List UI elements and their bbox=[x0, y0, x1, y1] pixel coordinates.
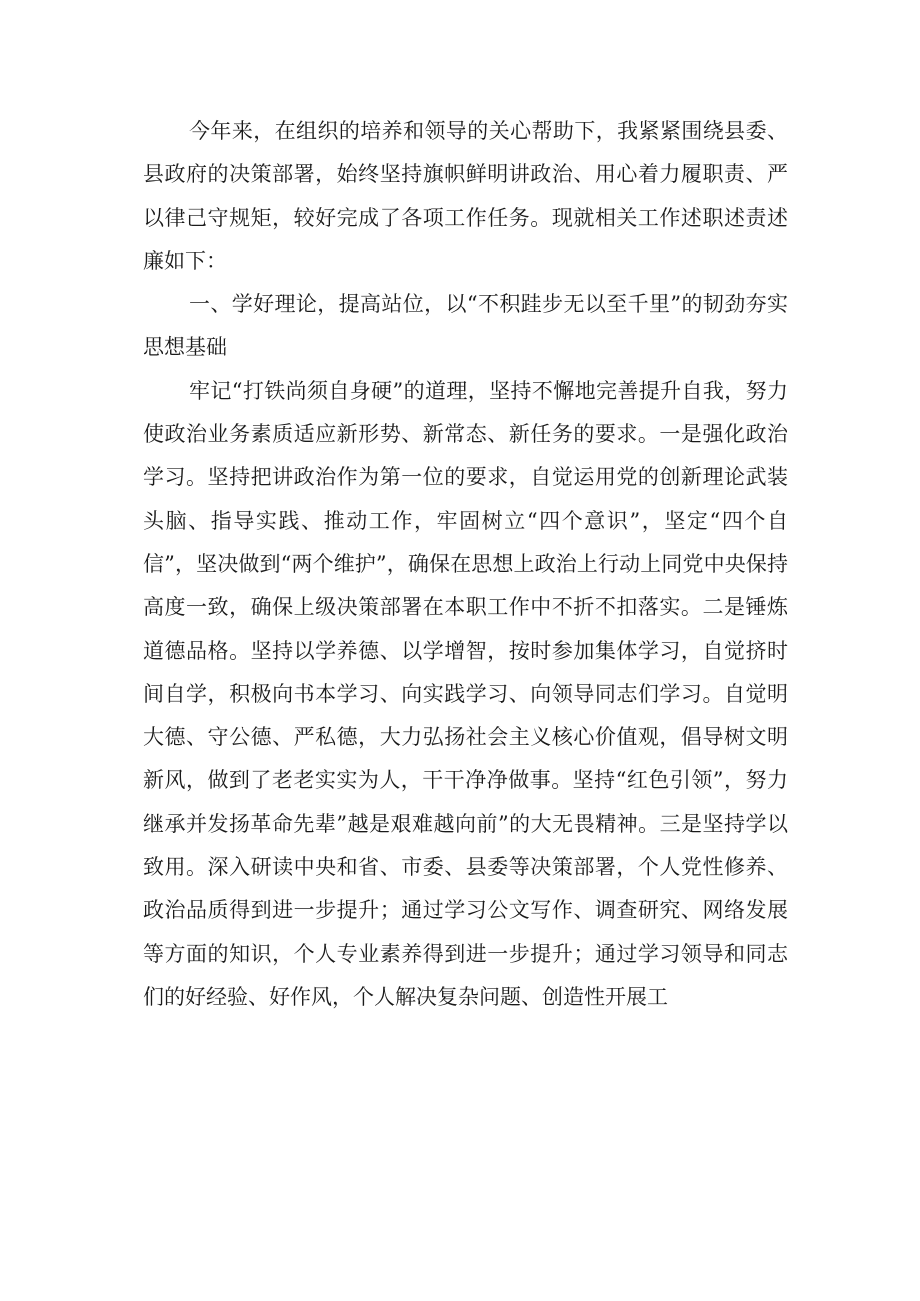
section-heading: 一、学好理论，提高站位，以“不积跬步无以至千里”的韧劲夯实思想基础 bbox=[143, 292, 788, 360]
document-body bbox=[143, 110, 788, 1019]
intro-paragraph: 今年来，在组织的培养和领导的关心帮助下，我紧紧围绕县委、县政府的决策部署，始终坚持旗帜鲜明讲政治、用心着力履职责、严以律己守规矩，较好完成了各项工作任务。现就相关工作述职述责述廉如下： bbox=[143, 119, 788, 273]
body-paragraph: 牢记“打铁尚须自身硬”的道理，坚持不懈地完善提升自我，努力使政治业务素质适应新形势、新常态、新任务的要求。一是强化政治学习。坚持把讲政治作为第一位的要求，自觉运用党的创新理论武装头脑、指导实践、推动工作，牢固树立“四个意识”，坚定“四个自信”，坚决做到“两个维护”，确保在思想上政治上行动上同党中央保持高度一致，确保上级决策部署在本职工作中不折不扣落实。二是锤炼道德品格。坚持以学养德、以学增智，按时参加集体学习，自觉挤时间自学，积极向书本学习、向实践学习、向领导同志们学习。自觉明大德、守公德、严私德，大力弘扬社会主义核心价值观，倡导树文明新风，做到了老老实实为人，干干净净做事。坚持“红色引领”，努力继承并发扬革命先辈”越是艰难越向前”的大无畏精神。三是坚持学以致用。深入研读中央和省、市委、县委等决策部署，个人党性修养、政治品质得到进一步提升；通过学习公文写作、调查研究、网络发展等方面的知识，个人专业素养得到进一步提升；通过学习领导和同志们的好经验、好作风，个人解决复杂问题、创造性开展工 bbox=[143, 378, 788, 1009]
